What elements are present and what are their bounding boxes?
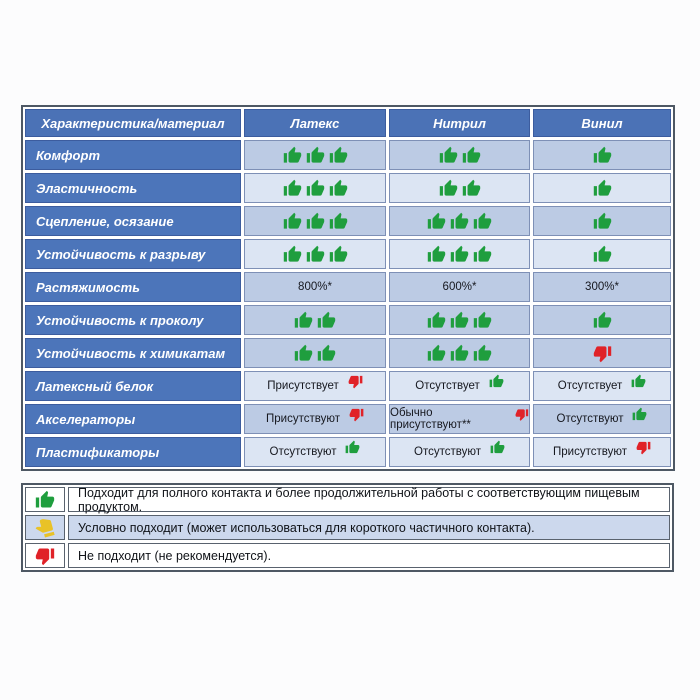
thumb-down-icon bbox=[348, 374, 363, 389]
value-text: Отсутствуют bbox=[556, 413, 624, 425]
thumb-up-icon bbox=[593, 212, 612, 231]
thumb-down-icon bbox=[593, 344, 612, 363]
thumb-up-icon bbox=[329, 245, 348, 264]
rating-cell bbox=[244, 305, 386, 335]
legend-icon-cell bbox=[25, 543, 65, 568]
rating-cell bbox=[533, 239, 671, 269]
header-cell-0: Характеристика/материал bbox=[25, 109, 241, 137]
thumb-up-icon bbox=[473, 344, 492, 363]
value-cell bbox=[389, 371, 530, 401]
rating-cell bbox=[389, 206, 530, 236]
thumb-up-icon bbox=[450, 245, 469, 264]
thumb-up-icon bbox=[490, 440, 505, 455]
thumb-up-icon bbox=[593, 311, 612, 330]
thumb-up-icon bbox=[329, 212, 348, 231]
thumb-up-icon bbox=[462, 179, 481, 198]
value-text: Присутствуют bbox=[266, 413, 340, 425]
row-label: Эластичность bbox=[25, 173, 241, 203]
row-label: Сцепление, осязание bbox=[25, 206, 241, 236]
legend-icon-cell bbox=[25, 487, 65, 512]
value-text: Присутствуют bbox=[553, 446, 627, 458]
header-cell-1: Латекс bbox=[244, 109, 386, 137]
row-label: Устойчивость к проколу bbox=[25, 305, 241, 335]
row-label: Устойчивость к разрыву bbox=[25, 239, 241, 269]
value-cell bbox=[244, 272, 386, 302]
thumb-down-icon bbox=[35, 546, 55, 566]
thumb-up-icon bbox=[450, 344, 469, 363]
thumb-up-icon bbox=[306, 212, 325, 231]
thumb-up-icon bbox=[632, 407, 647, 422]
rating-cell bbox=[389, 239, 530, 269]
header-cell-2: Нитрил bbox=[389, 109, 530, 137]
thumb-up-icon bbox=[427, 344, 446, 363]
thumb-up-icon bbox=[283, 179, 302, 198]
thumb-up-icon bbox=[631, 374, 646, 389]
row-label: Латексный белок bbox=[25, 371, 241, 401]
thumb-down-icon bbox=[515, 407, 529, 422]
value-cell bbox=[533, 437, 671, 467]
thumb-up-icon bbox=[473, 311, 492, 330]
rating-cell bbox=[389, 140, 530, 170]
row-label: Устойчивость к химикатам bbox=[25, 338, 241, 368]
value-text: Отсутствуют bbox=[414, 446, 481, 458]
thumb-up-icon bbox=[294, 344, 313, 363]
value-text: Отсутствуют bbox=[269, 446, 337, 458]
rating-cell bbox=[244, 206, 386, 236]
value-text: Обычно присутствуют** bbox=[390, 407, 471, 431]
thumb-up-icon bbox=[427, 212, 446, 231]
row-label: Растяжимость bbox=[25, 272, 241, 302]
thumb-up-icon bbox=[473, 245, 492, 264]
value-cell bbox=[533, 404, 671, 434]
thumb-up-icon bbox=[489, 374, 504, 389]
thumb-up-icon bbox=[450, 212, 469, 231]
thumb-up-icon bbox=[593, 179, 612, 198]
rating-cell bbox=[533, 338, 671, 368]
legend-icon-cell bbox=[25, 515, 65, 540]
value-cell bbox=[244, 404, 386, 434]
thumb-up-icon bbox=[593, 146, 612, 165]
rating-cell bbox=[244, 173, 386, 203]
legend-text: Подходит для полного контакта и более продолжительной работы с соответствующим пищевым продуктом. bbox=[68, 487, 670, 512]
thumb-up-icon bbox=[593, 245, 612, 264]
thumb-up-icon bbox=[462, 146, 481, 165]
thumb-cond-icon bbox=[33, 515, 57, 539]
value-text: Присутствует bbox=[267, 380, 339, 392]
rating-cell bbox=[533, 305, 671, 335]
thumb-up-icon bbox=[439, 146, 458, 165]
rating-cell bbox=[533, 206, 671, 236]
thumb-up-icon bbox=[317, 311, 336, 330]
rating-cell bbox=[389, 305, 530, 335]
thumb-up-icon bbox=[317, 344, 336, 363]
rating-cell bbox=[244, 239, 386, 269]
rating-cell bbox=[533, 173, 671, 203]
thumb-up-icon bbox=[450, 311, 469, 330]
rating-cell bbox=[389, 173, 530, 203]
thumb-up-icon bbox=[329, 179, 348, 198]
value-text: 800%* bbox=[298, 281, 332, 293]
row-label: Пластификаторы bbox=[25, 437, 241, 467]
rating-cell bbox=[389, 338, 530, 368]
thumb-up-icon bbox=[329, 146, 348, 165]
thumb-up-icon bbox=[427, 311, 446, 330]
value-cell bbox=[389, 404, 530, 434]
comparison-table bbox=[21, 105, 675, 471]
thumb-up-icon bbox=[283, 212, 302, 231]
value-cell bbox=[244, 437, 386, 467]
legend-text: Не подходит (не рекомендуется). bbox=[68, 543, 670, 568]
thumb-up-icon bbox=[35, 490, 55, 510]
thumb-up-icon bbox=[427, 245, 446, 264]
value-text: Отсутствует bbox=[415, 380, 480, 392]
header-cell-3: Винил bbox=[533, 109, 671, 137]
value-text: 600%* bbox=[442, 281, 477, 293]
thumb-up-icon bbox=[306, 146, 325, 165]
thumb-up-icon bbox=[473, 212, 492, 231]
value-cell bbox=[533, 371, 671, 401]
thumb-up-icon bbox=[294, 311, 313, 330]
legend-text: Условно подходит (может использоваться для короткого частичного контакта). bbox=[68, 515, 670, 540]
thumb-up-icon bbox=[283, 146, 302, 165]
value-cell bbox=[244, 371, 386, 401]
thumb-up-icon bbox=[345, 440, 360, 455]
row-label: Комфорт bbox=[25, 140, 241, 170]
rating-cell bbox=[244, 140, 386, 170]
row-label: Акселераторы bbox=[25, 404, 241, 434]
thumb-down-icon bbox=[636, 440, 651, 455]
legend-table bbox=[21, 483, 674, 572]
rating-cell bbox=[533, 140, 671, 170]
value-text: 300%* bbox=[585, 281, 619, 293]
thumb-up-icon bbox=[306, 179, 325, 198]
thumb-up-icon bbox=[306, 245, 325, 264]
value-text: Отсутствует bbox=[557, 380, 623, 392]
value-cell bbox=[533, 272, 671, 302]
value-cell bbox=[389, 437, 530, 467]
thumb-up-icon bbox=[439, 179, 458, 198]
thumb-down-icon bbox=[349, 407, 364, 422]
value-cell bbox=[389, 272, 530, 302]
rating-cell bbox=[244, 338, 386, 368]
thumb-up-icon bbox=[283, 245, 302, 264]
